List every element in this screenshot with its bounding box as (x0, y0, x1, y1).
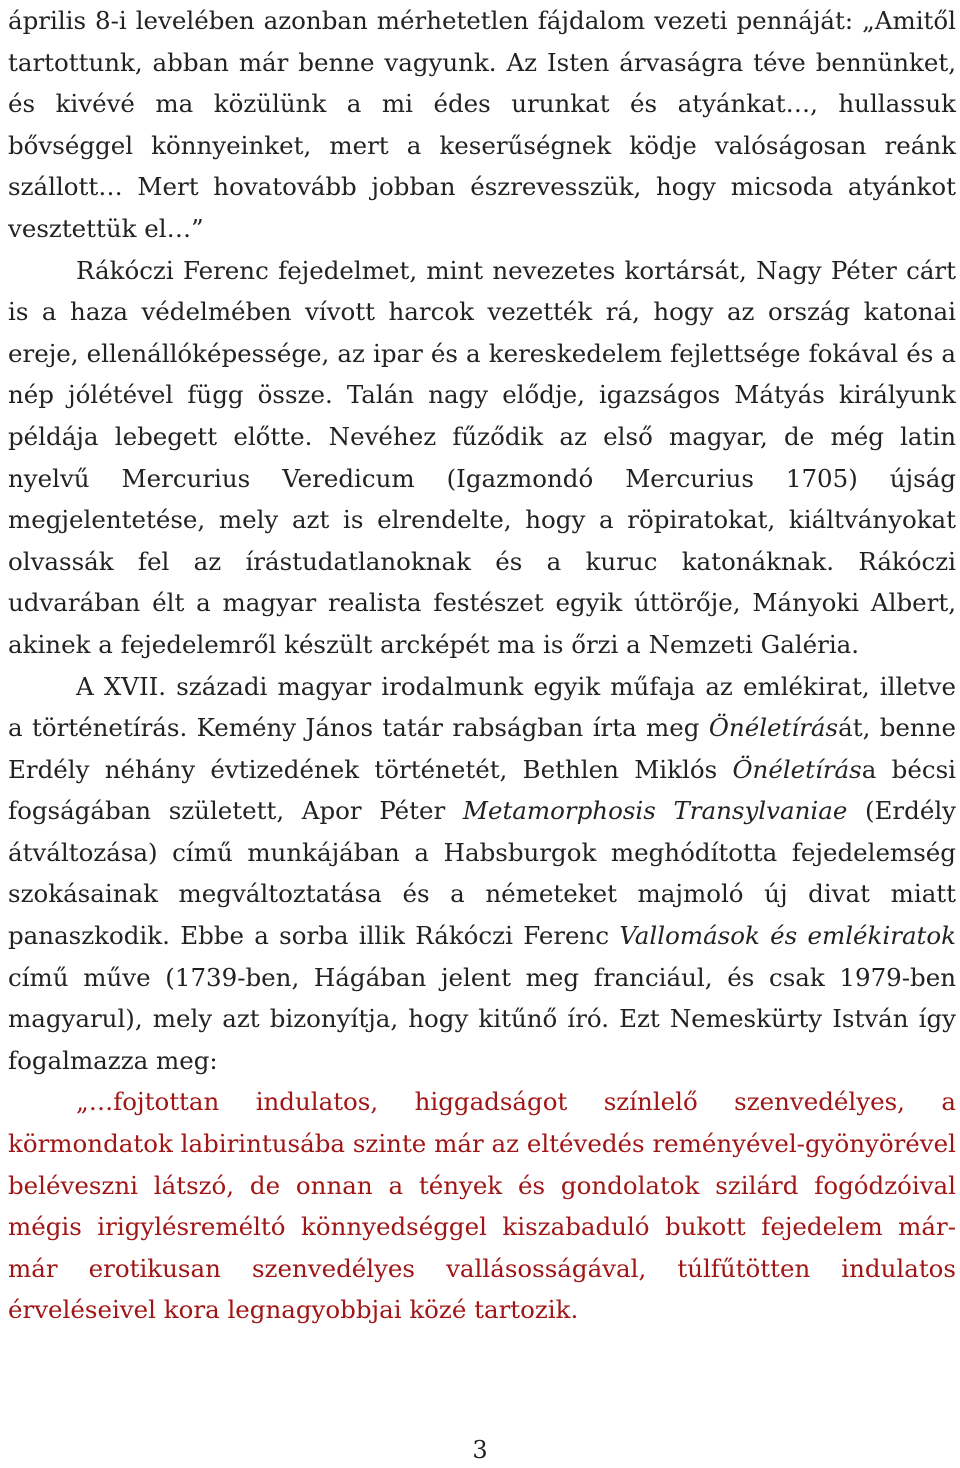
text-run: a bécsi fogságában született, Apor Péter (8, 754, 956, 826)
text-run: A XVII. századi magyar irodalmunk egyik műfaja az emlékirat, illetve a történetírás. Kemény János tatár rabságban írta meg (8, 671, 956, 743)
text-run: Rákóczi Ferenc fejedelmet, mint nevezetes kortársát, Nagy Péter cárt is a haza védelmében vívott harcok vezették rá, hogy az ország katonai ereje, ellenállóképessége, az ipar és a kereskedelem fejlettsége fokával és a nép jólétével függ össze. Talán nagy elődje, igazságos Mátyás királyunk példája lebegett előtte. Nevéhez fűződik az első magyar, de még latin nyelvű Mercurius Veredicum (Igazmondó Mercurius 1705) újság megjelentetése, mely azt is elrendelte, hogy a röpiratokat, kiáltványokat olvassák fel az írástudatlanoknak és a kuruc katonáknak. Rákóczi udvarában élt a magyar realista festészet egyik úttörője, Mányoki Albert, akinek a fejedelemről készült arcképét ma is őrzi a Nemzeti Galéria. (8, 255, 956, 659)
paragraph-letter-quote (8, 0, 956, 250)
text-run: című műve (1739-ben, Hágában jelent meg franciául, és csak 1979-ben magyarul), mely azt bizonyítja, hogy kitűnő író. Ezt Nemeskürty István így fogalmazza meg: (8, 962, 956, 1075)
text-run: át, benne Erdély néhány évtizedének történetét, Bethlen Miklós (8, 713, 956, 784)
italic-title: Vallomások és emlékiratok (619, 921, 956, 951)
text-run: április 8-i levelében azonban mérhetetlen fájdalom vezeti pennáját: „Amitől tartottunk, abban már benne vagyunk. Az Isten árvaságra téve bennünket, és kivévé ma közülünk a mi édes urunkat és atyánkat…, hullassuk bővséggel könnyeinket, mert a keserűségnek ködje valóságosan reánk szállott… Mert hovatovább jobban észrevesszük, hogy micsoda atyánkot vesztettük el…” (8, 6, 956, 243)
text-run: (Erdély átváltozása) című munkájában a Habsburgok meghódította fejedelemség szokásainak megváltoztatása és a németeket majmoló új divat miatt panaszkodik. Ebbe a sorba illik Rákóczi Ferenc (8, 796, 956, 951)
italic-title: Metamorphosis Transylvaniae (462, 796, 848, 826)
italic-title: Önéletírás (708, 713, 839, 743)
paragraph-rakoczi-ferenc (8, 250, 956, 666)
page-number: 3 (472, 1436, 488, 1464)
document-body (8, 0, 956, 1331)
paragraph-memoirs (8, 666, 956, 1082)
paragraph-nemeskurty-quote (8, 1081, 956, 1331)
text-run: „…fojtottan indulatos, higgadságot színlelő szenvedélyes, a körmondatok labirintusába szinte már az eltévedés reményével-gyönyörével beléveszni látszó, de onnan a tények és gondolatok szilárd fogódzóival mégis irigylésreméltó könnyedséggel kiszabaduló bukott fejedelem már-már erotikusan szenvedélyes vallásosságával, túlfűtötten indulatos érveléseivel kora legnagyobbjai közé tartozik. (8, 1087, 956, 1325)
italic-title: Önéletírás (732, 754, 862, 784)
